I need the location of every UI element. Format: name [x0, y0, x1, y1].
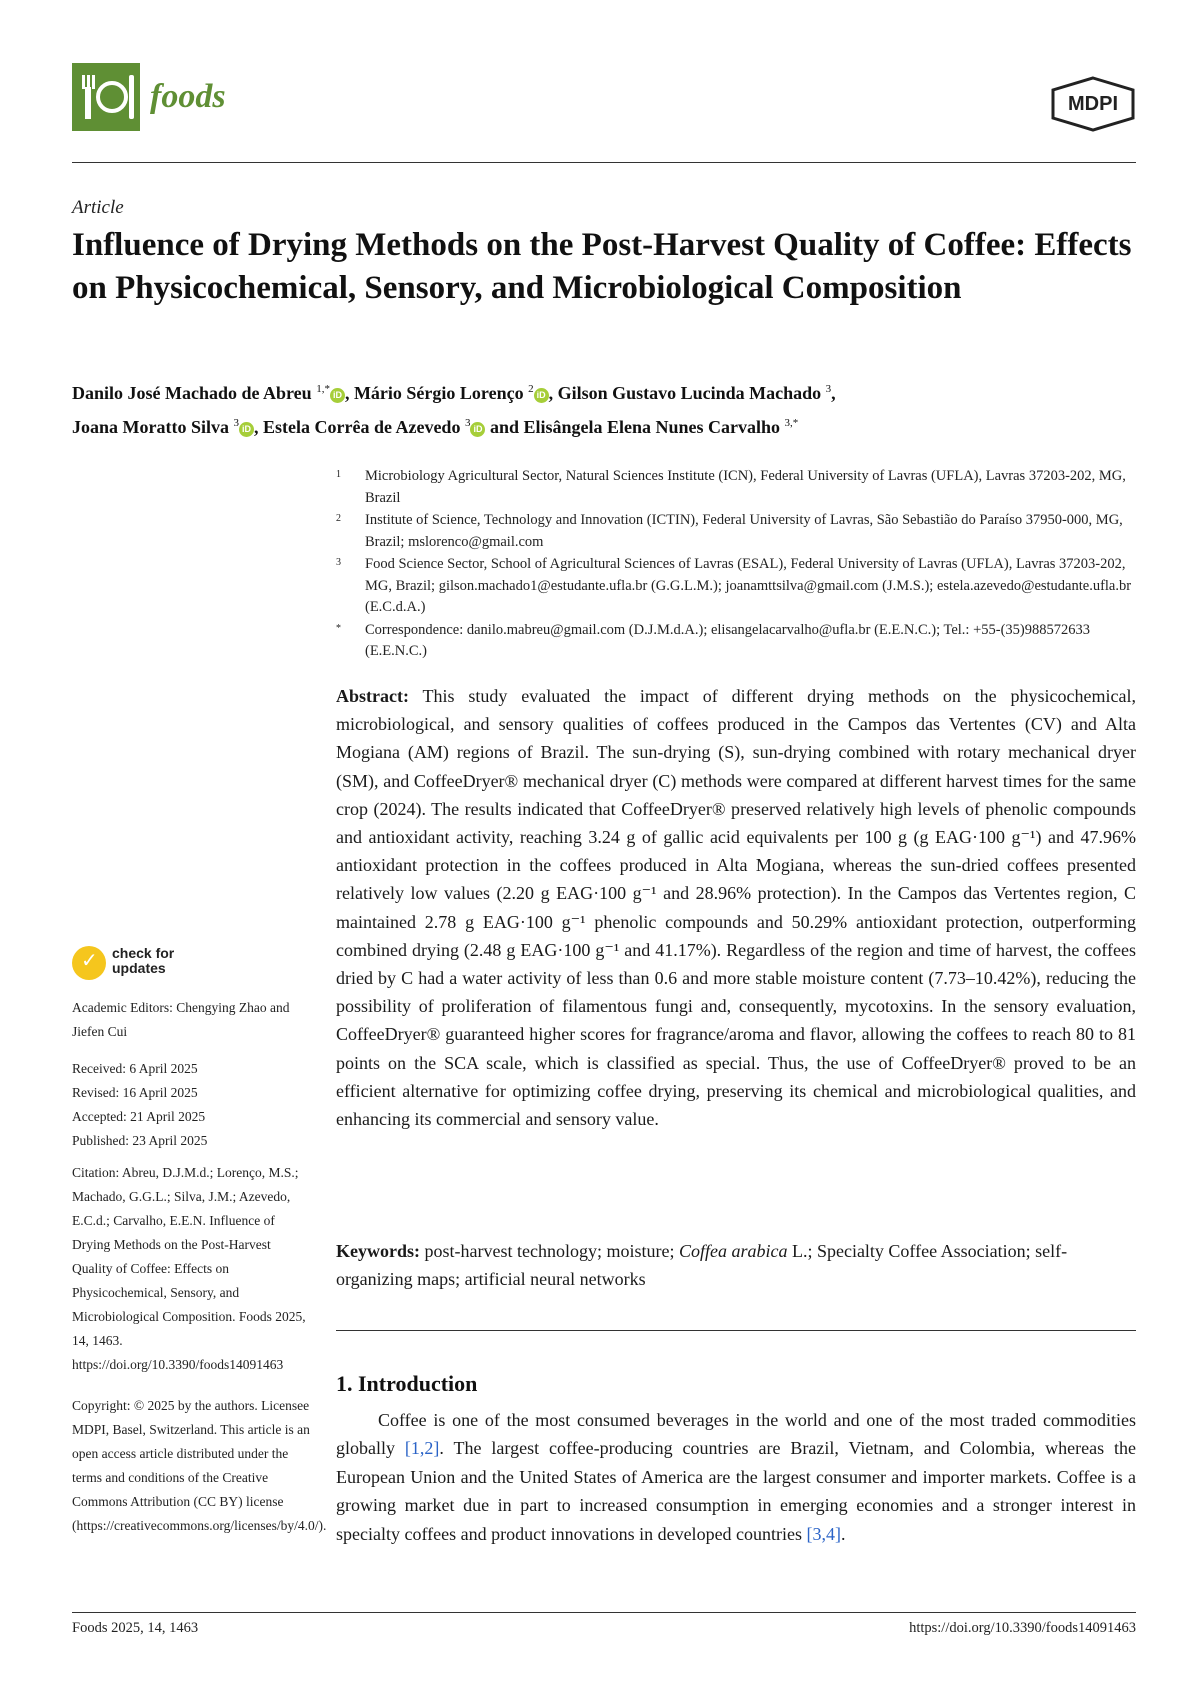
orcid-icon[interactable]: iD: [470, 422, 485, 437]
mdpi-logo-icon: [1048, 76, 1138, 132]
check-for-updates-badge[interactable]: ✓ check for updates: [72, 944, 222, 984]
author-sup: 3: [233, 417, 239, 429]
abstract: [336, 682, 1136, 1133]
date-revised: Revised: 16 April 2025: [72, 1085, 198, 1100]
section-heading: 1. Introduction: [336, 1371, 478, 1396]
correspondence: * Correspondence: danilo.mabreu@gmail.com (D.J.M.d.A.); elisangelacarvalho@ufla.br (E.E.N.C.); Tel.: +55-(35)988572633 (E.E.N.C.): [336, 621, 1090, 659]
author-sup: 2: [528, 383, 534, 395]
check-for-updates-label: check for updates: [112, 945, 175, 976]
author-name: Elisângela Elena Nunes Carvalho: [523, 417, 781, 437]
footer-rule: [72, 1612, 1136, 1613]
affiliation-item: 1 Microbiology Agricultural Sector, Natural Sciences Institute (ICN), Federal University of Lavras (UFLA), Lavras 37203-202, MG, Brazil: [336, 468, 1126, 506]
author-sup: 1,*: [316, 383, 330, 395]
keywords-label: Keywords:: [336, 1241, 420, 1261]
keyword-species: Coffea arabica: [678, 1241, 788, 1261]
affiliation-item: 2 Institute of Science, Technology and Innovation (ICTIN), Federal University of Lavras, São Sebastião do Paraíso 37950-000, MG, Brazil; mslorenco@gmail.com: [336, 512, 1123, 550]
article-title: Influence of Drying Methods on the Post-Harvest Quality of Coffee: Effects on Physicochemical, Sensory, and Microbiological Composition: [72, 227, 1132, 306]
affiliation-item: 3 Food Science Sector, School of Agricultural Sciences of Lavras (ESAL), Federal University of Lavras (UFLA), Lavras 37203-202, MG, Brazil; gilson.machado1@estudante.ufla.br (G.G.L.M.); joanamttsilva@gmail.com (J.M.S.); estela.azevedo@estudante.ufla.br (E.C.d.A.): [336, 556, 1132, 615]
citation-info: Citation: Abreu, D.J.M.d.; Lorenço, M.S.; Machado, G.G.L.; Silva, J.M.; Azevedo, E.C.d.; Carvalho, E.E.N. Influence of Drying Methods on the Post-Harvest Quality of Coffee: Effects on Physicochemical, Sensory, and Microbiological Composition. Foods 2025, 14, 1463. https://doi.org/10.3390/foods14091463: [72, 1165, 306, 1372]
orcid-icon[interactable]: iD: [330, 388, 345, 403]
journal-name: foods: [150, 78, 226, 115]
footer-citation: Foods 2025, 14, 1463: [72, 1620, 199, 1636]
academic-editors: Academic Editors: Chengying Zhao and Jiefen Cui: [72, 1000, 290, 1039]
affiliations: [336, 466, 1136, 664]
publisher-name: MDPI: [1068, 93, 1118, 115]
header-rule: [72, 162, 1136, 163]
author-list: Danilo José Machado de Abreu $^{1,*}$ iD , Mário Sérgio Lorenço $^2$ iD , Gilson Gustavo Lucinda Machado $^3$, Joana Moratto Silva $^3$ iD , Estela Corrêa de Azevedo $^3$ iD and Elisângela Elena Nunes Carvalho $^{3,*}$: [72, 383, 836, 437]
abstract-label: Abstract:: [336, 686, 409, 706]
intro-paragraph: Coffee is one of the most consumed beverages in the world and one of the most traded commodities globally [1,2]. The largest coffee-producing countries are Brazil, Vietnam, and Colombia, whereas the European Union and the United States of America are the largest consumer and importer markets. Coffee is a growing market due in part to increased consumption in emerging economies and a stronger interest in specialty coffees and product innovations in developed countries [3,4].: [336, 1410, 1136, 1544]
author-name: Joana Moratto Silva: [72, 417, 229, 437]
author-sup: 3: [464, 417, 471, 429]
copyright-info: Copyright: © 2025 by the authors. Licensee MDPI, Basel, Switzerland. This article is an open access article distributed under the terms and conditions of the Creative Commons Attribution (CC BY) license (https://creativecommons.org/licenses/by/4.0/).: [72, 1398, 327, 1533]
author-name: Estela Corrêa de Azevedo: [263, 417, 461, 437]
author-name: Mário Sérgio Lorenço: [353, 383, 524, 403]
author-name: Gilson Gustavo Lucinda Machado: [557, 383, 822, 403]
keywords: Keywords: post-harvest technology; moisture; Coffea arabica L.; Specialty Coffee Association; self-organizing maps; artificial neural networks: [336, 1241, 1068, 1290]
citation-link[interactable]: [3,4]: [806, 1523, 842, 1544]
date-published: Published: 23 April 2025: [72, 1133, 208, 1148]
date-accepted: Accepted: 21 April 2025: [72, 1109, 206, 1124]
citation-link[interactable]: [1,2]: [404, 1438, 440, 1459]
fork-plate-icon: [72, 63, 140, 131]
author-sup: 3: [825, 383, 832, 395]
author-name: Danilo José Machado de Abreu: [72, 383, 312, 403]
orcid-icon[interactable]: iD: [239, 422, 254, 437]
footer-doi[interactable]: https://doi.org/10.3390/foods14091463: [909, 1620, 1136, 1636]
date-received: Received: 6 April 2025: [72, 1061, 198, 1076]
author-sup: 3,*: [784, 417, 799, 429]
orcid-icon[interactable]: iD: [534, 388, 549, 403]
journal-logo: [72, 63, 140, 131]
abstract-text: This study evaluated the impact of different drying methods on the physicochemical, microbiological, and sensory qualities of coffees produced in the Campos das Vertentes (CV) and Alta Mogiana (AM) regions of Brazil. The sun-drying (S), sun-drying combined with rotary mechanical dryer (SM), and CoffeeDryer® mechanical dryer (C) methods were compared at different harvest times for the same crop (2024). The results indicated that CoffeeDryer® preserved relatively high levels of phenolic compounds and antioxidant activity, reaching 3.24 g of gallic acid equivalents per 100 g (g EAG·100 g⁻¹) and 47.96% antioxidant protection in the coffees produced in Alta Mogiana, whereas the sun-dried coffees presented relatively low values (2.20 g EAG·100 g⁻¹ and 28.96% protection). In the Campos das Vertentes region, C maintained 2.78 g EAG·100 g⁻¹ phenolic compounds and 50.29% antioxidant protection, outperforming combined drying (2.48 g EAG·100 g⁻¹ and 41.17%). Regardless of the region and time of harvest, the coffees dried by C had a water activity of less than 0.6 and more stable moisture content (7.73–10.42%), reducing the possibility of proliferation of filamentous fungi and, consequently, mycotoxins. In the sensory evaluation, CoffeeDryer® guaranteed higher scores for fragrance/aroma and flavor, allowing the coffees to reach 80 to 81 points on the SCA scale, which is classified as special. Thus, the use of CoffeeDryer® proved to be an efficient alternative for optimizing coffee drying, preserving its chemical and microbiological qualities, and enhancing its commercial and sensory value.: [336, 686, 1136, 1130]
article-type: Article: [72, 197, 124, 218]
section-rule: [336, 1330, 1136, 1331]
